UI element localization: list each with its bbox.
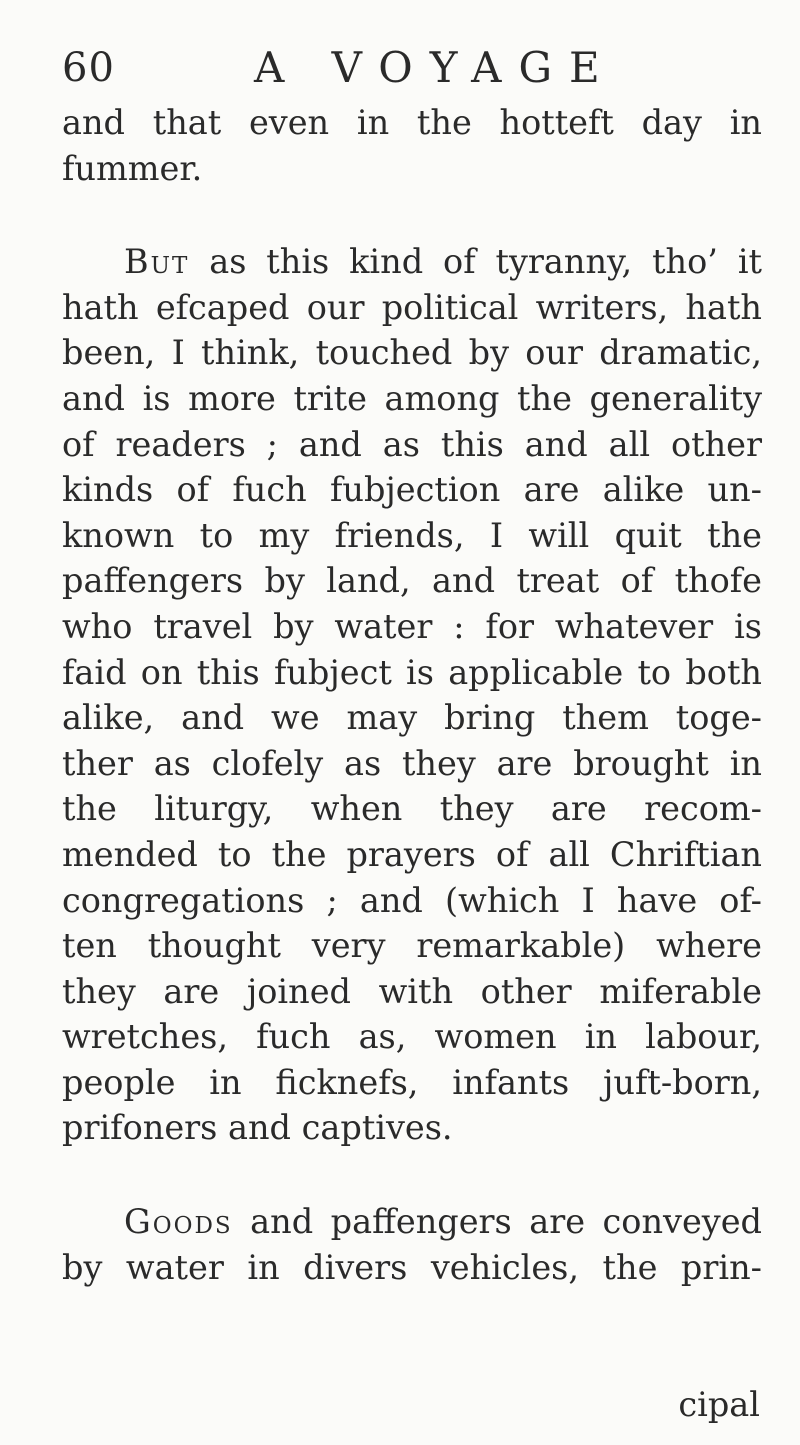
text-line: alike, and we may bring them toge- xyxy=(62,698,762,738)
text-line: of readers ; and as this and all other xyxy=(62,424,762,464)
text-line: hath efcaped our political writers, hath xyxy=(62,287,762,327)
lead-word: Goods xyxy=(124,1202,233,1242)
text-line: ther as clofely as they are brought in xyxy=(62,743,762,783)
text-line: and that even in the hotteft day in xyxy=(62,103,762,142)
text-line: congregations ; and (which I have of- xyxy=(62,880,762,920)
text-line: ten thought very remarkable) where xyxy=(62,926,762,966)
text-line: kinds of fuch fubjection are alike un- xyxy=(62,470,762,510)
text-line: prifoners and captives. xyxy=(62,1108,453,1148)
lead-word: But xyxy=(124,242,190,282)
text-line: by water in divers vehicles, the prin- xyxy=(62,1247,762,1287)
text-line: they are joined with other miferable xyxy=(62,971,762,1011)
text-line: and is more trite among the generality xyxy=(62,378,762,418)
paragraph-gap xyxy=(62,191,762,239)
text-line: the liturgy, when they are recom- xyxy=(62,789,762,829)
text-line: people in ficknefs, infants juft-born, xyxy=(62,1062,762,1102)
text-line: been, I think, touched by our dramatic, xyxy=(62,333,762,373)
text-line: who travel by water : for whatever is xyxy=(62,606,762,646)
catchword: cipal xyxy=(678,1385,760,1424)
running-head: A VOYAGE xyxy=(254,43,617,92)
text-line: mended to the prayers of all Chriftian xyxy=(62,834,762,874)
text-line: wretches, fuch as, women in labour, xyxy=(62,1017,762,1057)
line-text: and paffengers are conveyed xyxy=(232,1202,762,1242)
text-line: fummer. xyxy=(62,148,203,188)
body-text xyxy=(62,100,762,1290)
paragraph-gap xyxy=(62,1151,762,1199)
text-line: paffengers by land, and treat of thofe xyxy=(62,561,762,601)
line-text: as this kind of tyranny, tho’ it xyxy=(189,242,762,282)
text-line xyxy=(62,239,762,285)
text-line: known to my friends, I will quit the xyxy=(62,515,762,555)
text-line xyxy=(62,1199,762,1245)
page-header xyxy=(62,38,762,98)
page-number: 60 xyxy=(62,45,115,91)
text-line: faid on this fubject is applicable to both xyxy=(62,652,762,692)
